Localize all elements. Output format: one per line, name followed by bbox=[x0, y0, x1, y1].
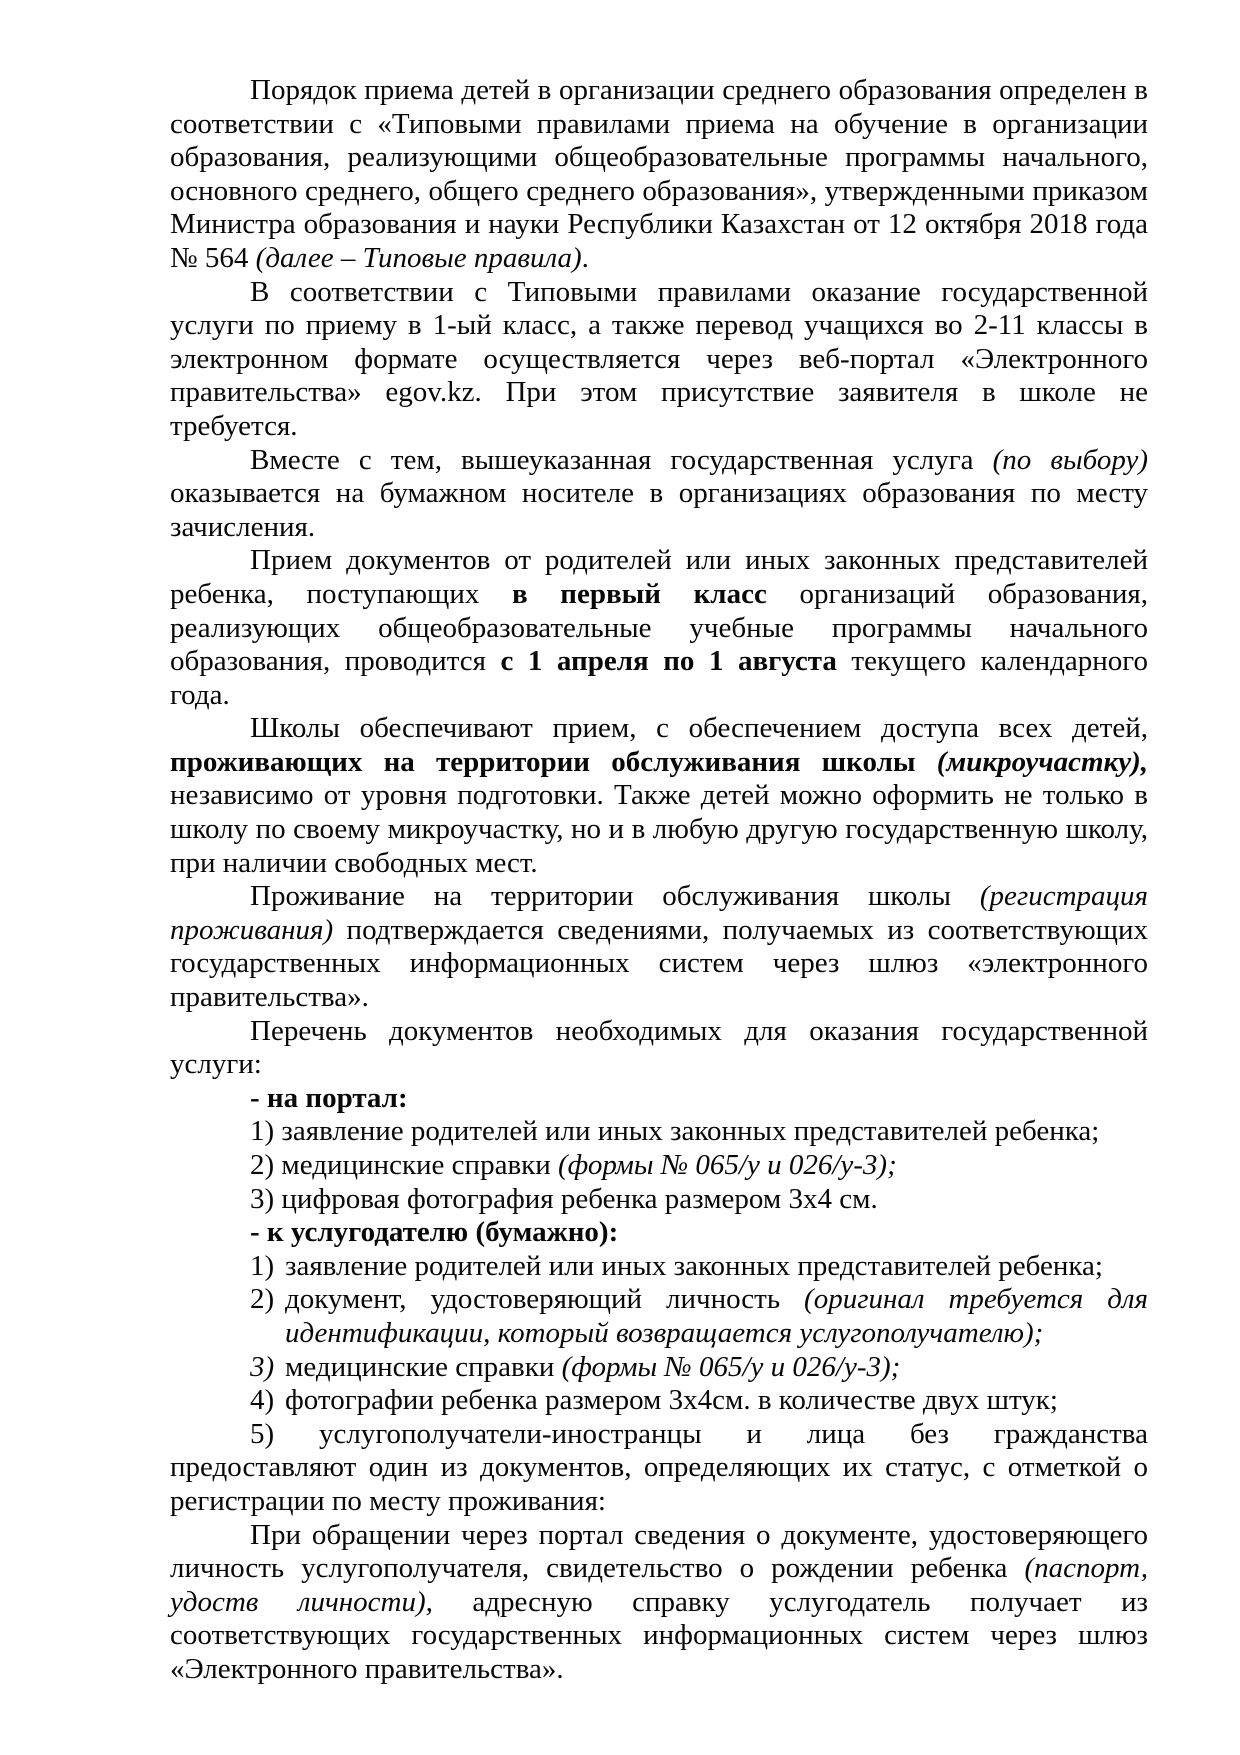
text-run: документ, удостоверяющий личность bbox=[285, 1283, 805, 1316]
paragraph bbox=[170, 276, 1148, 444]
text-run: Школы обеспечивают прием, с обеспечением доступа всех детей, bbox=[250, 712, 1148, 745]
paragraph bbox=[170, 1115, 1148, 1149]
text-run: (паспорт, удоств личности), bbox=[170, 1552, 1148, 1618]
paragraph bbox=[170, 880, 1148, 1014]
list-number: 4) bbox=[250, 1384, 275, 1417]
list-number: 1) bbox=[250, 1249, 275, 1282]
text-run: Перечень документов необходимых для оказания государственной услуги: bbox=[170, 1014, 1148, 1081]
text-run: заявление родителей или иных законных представителей ребенка; bbox=[285, 1249, 1103, 1282]
list-item bbox=[170, 1351, 1148, 1385]
text-run: в первый класс bbox=[511, 577, 767, 610]
text-run: В соответствии с Типовыми правилами оказание государственной услуги по приему в 1-ый класс, а также перевод учащихся во 2-11 классы в электронном формате осуществляется через веб-портал «Электронного правительства» egov.kz. При этом присутствие заявителя в школе не требуется. bbox=[170, 275, 1148, 442]
text-run: (формы № 065/у и 026/у-3); bbox=[561, 1350, 901, 1383]
text-run: 3) цифровая фотография ребенка размером 3х4 см. bbox=[250, 1182, 878, 1215]
text-run: - к услугодателю (бумажно): bbox=[250, 1216, 619, 1249]
paragraph bbox=[170, 1183, 1148, 1217]
text-run: Прием документов от родителей или иных законных представителей ребенка, поступающих bbox=[170, 544, 1148, 610]
text-run: независимо от уровня подготовки. Также детей можно оформить не только в школу по своему микроучастку, но и в любую другую государственную школу, при наличии свободных мест. bbox=[170, 779, 1148, 879]
list-item bbox=[170, 1384, 1148, 1418]
paragraph bbox=[170, 444, 1148, 545]
list-item bbox=[170, 1283, 1148, 1350]
text-run: оказывается на бумажном носителе в организациях образования по месту зачисления. bbox=[170, 477, 1148, 543]
text-run: (далее – Типовые правила) bbox=[255, 241, 582, 274]
paragraph bbox=[170, 1149, 1148, 1183]
list-number: 2) bbox=[250, 1283, 275, 1316]
text-run: медицинские справки bbox=[285, 1350, 562, 1383]
text-run: (формы № 065/у и 026/у-3); bbox=[558, 1149, 897, 1181]
list-number: 3) bbox=[250, 1350, 275, 1383]
paragraph bbox=[170, 1015, 1148, 1082]
text-run: фотографии ребенка размером 3х4см. в количестве двух штук; bbox=[285, 1384, 1058, 1417]
text-run: (микроучастку), bbox=[936, 745, 1148, 778]
text-run: подтверждается сведениями, получаемых из соответствующих государственных информационных систем через шлюз «электронного правительства». bbox=[170, 913, 1148, 1014]
text-run: . bbox=[581, 241, 589, 274]
text-run: (регистрация проживания) bbox=[170, 880, 1148, 946]
text-run: с 1 апреля по 1 августа bbox=[500, 645, 837, 678]
text-run: При обращении через портал сведения о документе, удостоверяющего личность услугополучателя, свидетельство о рождении ребенка bbox=[170, 1518, 1148, 1585]
text-run: Вместе с тем, вышеуказанная государственная услуга bbox=[250, 443, 993, 476]
text-run: (оригинал требуется для идентификации, который возвращается услугополучателю); bbox=[285, 1283, 1148, 1349]
text-run: 5) услугополучатели-иностранцы и лица без гражданства предоставляют один из документов, определяющих их статус, с отметкой о регистрации по месту проживания: bbox=[170, 1417, 1148, 1517]
text-run: 2) медицинские справки bbox=[250, 1149, 558, 1181]
text-run: адресную справку услугодатель получает из соответствующих государственных информационных систем через шлюз «Электронного правительства». bbox=[170, 1585, 1148, 1685]
paragraph bbox=[170, 1519, 1148, 1687]
list-item bbox=[170, 1250, 1148, 1284]
text-run: - на портал: bbox=[250, 1081, 408, 1114]
paragraph bbox=[170, 1216, 1148, 1250]
text-run: 1) заявление родителей или иных законных представителей ребенка; bbox=[250, 1115, 1100, 1148]
text-run: текущего календарного года. bbox=[170, 645, 1148, 711]
paragraph bbox=[170, 1418, 1148, 1519]
paragraph bbox=[170, 1082, 1148, 1116]
text-run: проживающих на территории обслуживания школы bbox=[170, 745, 937, 778]
paragraph bbox=[170, 74, 1148, 276]
text-run: организаций образования, реализующих общеобразовательные учебные программы начального образования, проводится bbox=[170, 577, 1148, 678]
text-run: (по выбору) bbox=[992, 443, 1148, 476]
text-run: Порядок приема детей в организации среднего образования определен в соответствии с «Типовыми правилами приема на обучение в организации образования, реализующими общеобразовательные программы начального, основного среднего, общего среднего образования», утвержденными приказом Министра образования и науки Республики Казахстан от 12 октября 2018 года № 564 bbox=[170, 74, 1148, 274]
text-run: Проживание на территории обслуживания школы bbox=[250, 880, 980, 913]
paragraph bbox=[170, 712, 1148, 880]
paragraph bbox=[170, 544, 1148, 712]
